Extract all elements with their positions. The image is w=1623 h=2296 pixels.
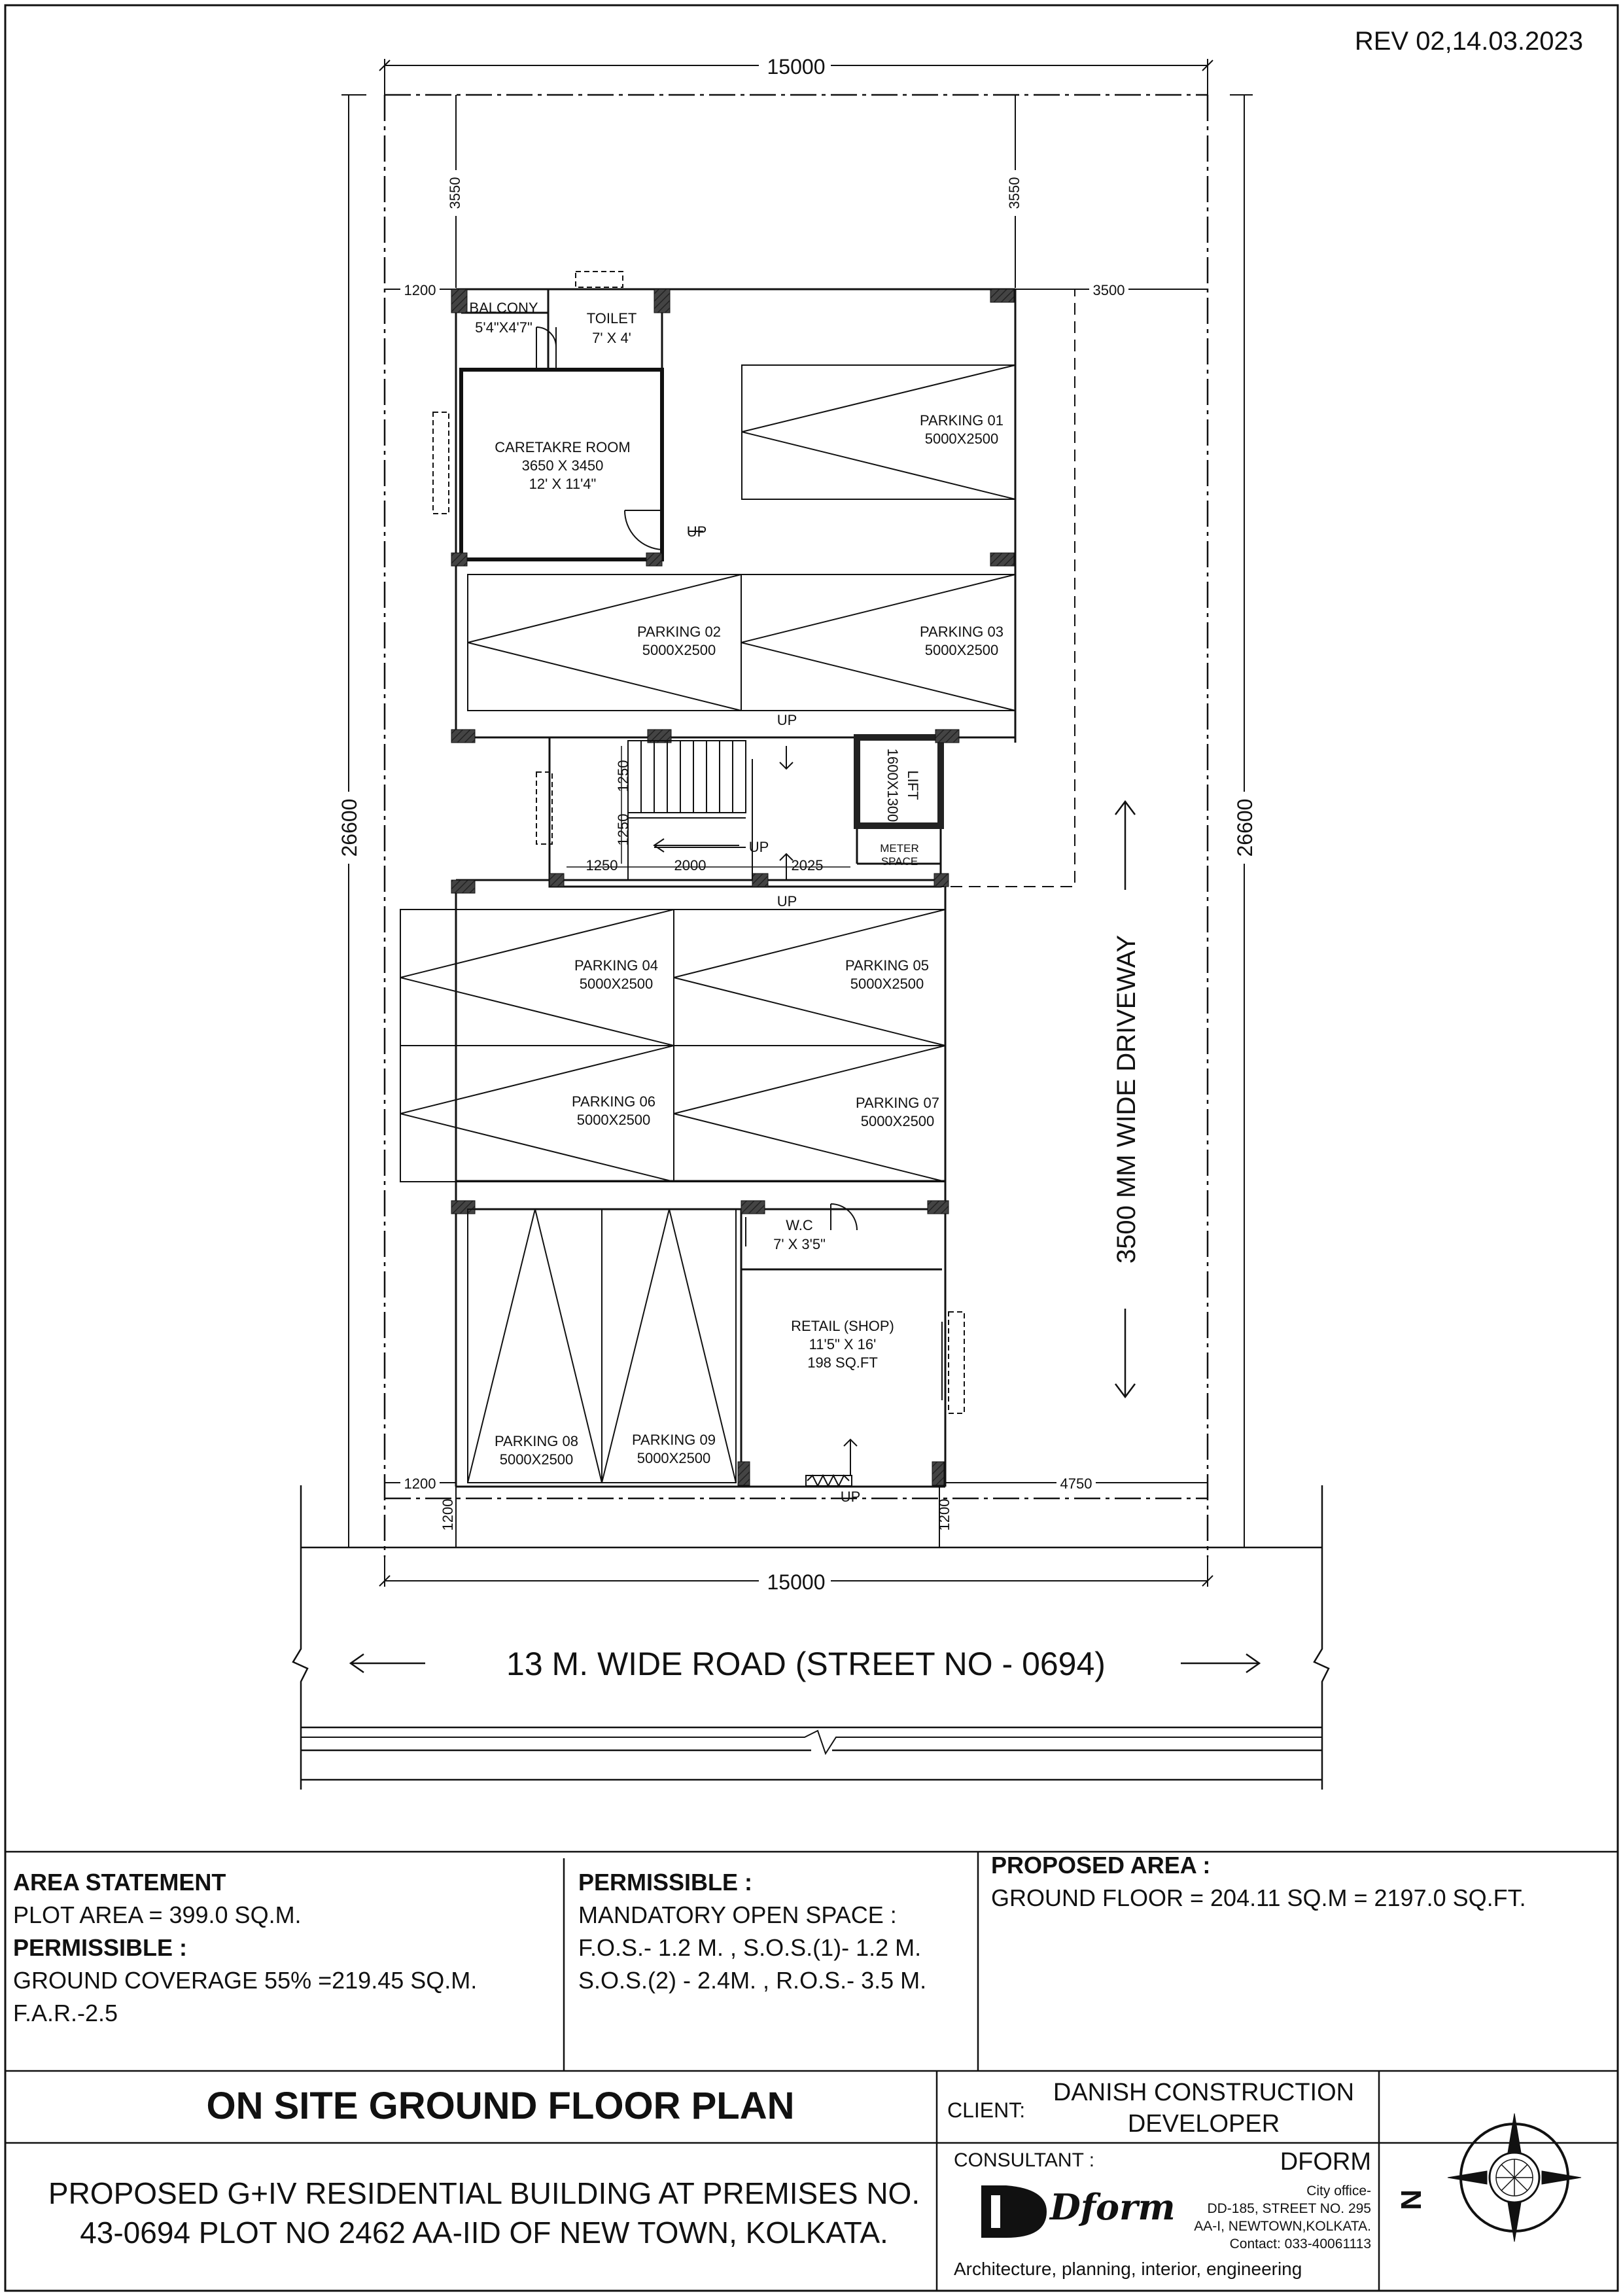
permissible-heading: PERMISSIBLE :	[13, 1934, 188, 1961]
retail-size: 11'5" X 16'	[809, 1336, 877, 1352]
office-line3: AA-I, NEWTOWN,KOLKATA.	[1194, 2219, 1371, 2234]
dim-stair-w1: 1250	[585, 857, 618, 874]
road-label: 13 M. WIDE ROAD (STREET NO - 0694)	[506, 1646, 1106, 1682]
balcony-size: 5'4"X4'7"	[475, 319, 532, 336]
north-label: N	[1395, 2189, 1427, 2210]
wc-size: 7' X 3'5"	[773, 1236, 826, 1252]
retail-area: 198 SQ.FT	[807, 1354, 878, 1371]
proposed-area-heading: PROPOSED AREA :	[991, 1852, 1211, 1879]
plot-area: PLOT AREA = 399.0 SQ.M.	[13, 1901, 302, 1928]
consultant-tagline: Architecture, planning, interior, engineering	[954, 2259, 1302, 2279]
open-space-line2: F.O.S.- 1.2 M. , S.O.S.(1)- 1.2 M.	[578, 1934, 922, 1961]
toilet-name: TOILET	[586, 310, 637, 327]
client-label: CLIENT:	[947, 2098, 1026, 2122]
proposed-ground-floor: GROUND FLOOR = 204.11 SQ.M = 2197.0 SQ.FT.	[991, 1884, 1526, 1911]
consultant-name: DFORM	[1280, 2148, 1371, 2176]
parking-04-name: PARKING 04	[574, 957, 658, 974]
client-line1: DANISH CONSTRUCTION	[1053, 2079, 1355, 2106]
area-statement-block	[13, 1866, 559, 2030]
lift-size: 1600X1300	[884, 748, 901, 822]
open-space-line1: MANDATORY OPEN SPACE :	[578, 1901, 897, 1928]
parking-01-name: PARKING 01	[920, 412, 1003, 429]
up-label-retail: UP	[840, 1489, 861, 1505]
up-label-stair-top: UP	[777, 712, 797, 728]
meter-line1: METER	[880, 842, 919, 855]
parking-08-size: 5000X2500	[499, 1451, 574, 1468]
dim-stair-w3: 2025	[791, 857, 824, 874]
wc-name: W.C	[786, 1217, 813, 1233]
north-arrow-icon	[1448, 2113, 1581, 2242]
balcony-name: BALCONY	[469, 300, 538, 316]
parking-09-name: PARKING 09	[632, 1432, 716, 1448]
parking-05-size: 5000X2500	[850, 976, 924, 992]
project-description-line2: 43-0694 PLOT NO 2462 AA-IID OF NEW TOWN, KOLKATA.	[80, 2216, 888, 2250]
up-label-caretaker: UP	[686, 523, 707, 540]
logo-text: Dform	[1050, 2186, 1176, 2228]
dim-stair-h2: 1250	[615, 813, 631, 846]
parking-06-size: 5000X2500	[576, 1112, 651, 1128]
dim-bottom-setback-left: 1200	[440, 1498, 456, 1531]
dim-right-depth: 26600	[1233, 798, 1257, 857]
area-statement-heading: AREA STATEMENT	[13, 1869, 226, 1896]
parking-02-name: PARKING 02	[637, 624, 721, 640]
dim-side-left-top: 1200	[404, 282, 436, 298]
office-line2: DD-185, STREET NO. 295	[1207, 2201, 1371, 2216]
parking-07-size: 5000X2500	[860, 1113, 935, 1129]
retail-name: RETAIL (SHOP)	[791, 1318, 894, 1334]
up-label-stair-bottom: UP	[777, 893, 797, 910]
dim-side-right-bottom: 4750	[1060, 1475, 1092, 1492]
open-space-block	[578, 1866, 974, 1997]
dim-bottom-width: 15000	[767, 1570, 826, 1594]
toilet-size: 7' X 4'	[592, 330, 631, 346]
client-line2: DEVELOPER	[1127, 2110, 1280, 2138]
parking-07-name: PARKING 07	[856, 1095, 939, 1111]
parking-03-name: PARKING 03	[920, 624, 1003, 640]
caretaker-name: CARETAKRE ROOM	[495, 439, 631, 455]
meter-line2: SPACE	[881, 855, 918, 868]
open-space-line3: S.O.S.(2) - 2.4M. , R.O.S.- 3.5 M.	[578, 1967, 927, 1994]
far-value: F.A.R.-2.5	[13, 2000, 118, 2026]
dim-stair-h1: 1250	[615, 760, 631, 792]
parking-08-name: PARKING 08	[495, 1433, 578, 1449]
dim-side-right-top: 3500	[1092, 282, 1125, 298]
office-line1: City office-	[1306, 2183, 1371, 2199]
parking-03-size: 5000X2500	[924, 642, 999, 658]
caretaker-size-ft: 12' X 11'4"	[529, 476, 597, 492]
consultant-label: CONSULTANT :	[954, 2149, 1095, 2171]
up-label-stair-mid: UP	[748, 839, 769, 855]
dim-left-depth: 26600	[338, 798, 361, 857]
dim-stair-w2: 2000	[674, 857, 707, 874]
drawing-title: ON SITE GROUND FLOOR PLAN	[206, 2085, 795, 2127]
open-space-heading: PERMISSIBLE :	[578, 1869, 753, 1896]
parking-05-name: PARKING 05	[845, 957, 929, 974]
dim-front-setback-right: 3550	[1006, 177, 1022, 209]
parking-04-size: 5000X2500	[579, 976, 654, 992]
dim-bottom-setback-right: 1200	[936, 1498, 952, 1531]
lift-name: LIFT	[905, 770, 921, 800]
staircase	[628, 741, 793, 880]
parking-02-size: 5000X2500	[642, 642, 716, 658]
parking-01-size: 5000X2500	[924, 431, 999, 447]
dim-front-setback-left: 3550	[447, 177, 463, 209]
dim-side-left-bottom: 1200	[404, 1475, 436, 1492]
dform-logo	[981, 2185, 1176, 2238]
proposed-area-block	[991, 1849, 1613, 1915]
parking-09-size: 5000X2500	[637, 1450, 711, 1466]
office-line4: Contact: 033-40061113	[1229, 2236, 1371, 2252]
project-description-line1: PROPOSED G+IV RESIDENTIAL BUILDING AT PREMISES NO.	[48, 2176, 920, 2210]
driveway-label: 3500 MM WIDE DRIVEWAY	[1112, 934, 1141, 1264]
dim-top-width: 15000	[767, 55, 826, 79]
ground-coverage: GROUND COVERAGE 55% =219.45 SQ.M.	[13, 1967, 478, 1994]
revision-label: REV 02,14.03.2023	[1354, 27, 1583, 56]
parking-06-name: PARKING 06	[572, 1093, 655, 1110]
parking-bays	[400, 365, 1015, 1483]
caretaker-size-mm: 3650 X 3450	[521, 457, 604, 474]
